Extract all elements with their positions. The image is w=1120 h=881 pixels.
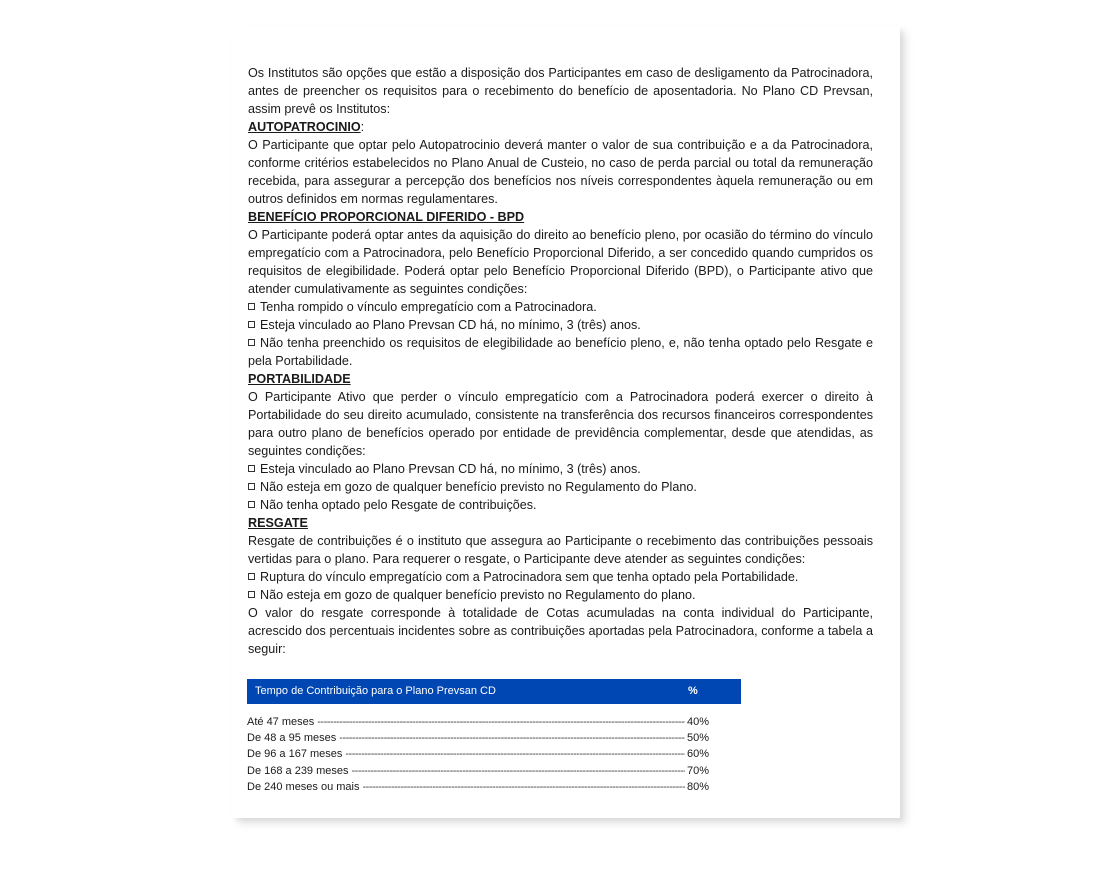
row-value: 50% [687, 732, 710, 745]
document-content [248, 64, 873, 658]
bullet-item [248, 334, 873, 370]
bullet-item [248, 316, 873, 334]
square-bullet-icon [248, 501, 255, 508]
heading-text: BENEFÍCIO PROPORCIONAL DIFERIDO - BPD [248, 210, 525, 224]
row-label: De 48 a 95 meses [247, 732, 337, 745]
bullet-item [248, 496, 873, 514]
table-rows [247, 714, 717, 795]
dotted-leader [339, 730, 685, 746]
bullet-item [248, 586, 873, 604]
square-bullet-icon [248, 573, 255, 580]
square-bullet-icon [248, 465, 255, 472]
table-header-period: Tempo de Contribuição para o Plano Prevsan CD [255, 685, 496, 697]
row-label: De 96 a 167 meses [247, 748, 343, 761]
table-row [247, 714, 717, 730]
table-header-percent: % [688, 685, 698, 697]
table-row [247, 779, 717, 795]
row-value: 60% [687, 748, 710, 761]
dotted-leader [352, 763, 685, 779]
row-label: De 240 meses ou mais [247, 780, 360, 793]
bullet-text: Ruptura do vínculo empregatício com a Patrocinadora sem que tenha optado pela Portabilidade. [260, 570, 799, 584]
dotted-leader [345, 746, 685, 762]
bullet-item [248, 460, 873, 478]
square-bullet-icon [248, 339, 255, 346]
row-label: De 168 a 239 meses [247, 764, 349, 777]
section-body-portabilidade: O Participante Ativo que perder o vínculo empregatício com a Patrocinadora poderá exercer o direito à Portabilidade do seu direito acumulado, consistente na transferência dos recursos financeiros correspondentes para outro plano de benefícios operado por entidade de previdência complementar, desde que atendidas, as seguintes condições: [248, 390, 873, 458]
bullet-item [248, 568, 873, 586]
dotted-leader [317, 714, 685, 730]
bullet-text: Não tenha optado pelo Resgate de contribuições. [260, 498, 537, 512]
table-header [247, 679, 741, 704]
table-row [247, 746, 717, 762]
bullet-text: Tenha rompido o vínculo empregatício com a Patrocinadora. [260, 300, 597, 314]
section-heading-portabilidade [248, 370, 873, 388]
document-page [232, 26, 900, 818]
section-closing-resgate: O valor do resgate corresponde à totalidade de Cotas acumuladas na conta individual do Participante, acrescido dos percentuais incidentes sobre as contribuições aportadas pela Patrocinadora, conforme a tabela a seguir: [248, 606, 873, 656]
section-body-autopatrocinio: O Participante que optar pelo Autopatrocinio deverá manter o valor de sua contribuição e a da Patrocinadora, conforme critérios estabelecidos no Plano Anual de Custeio, no caso de perda parcial ou total da remuneração recebida, para assegurar a percepção dos benefícios nos níveis correspondentes àquela remuneração ou em outros definidos em normas regulamentares. [248, 138, 873, 206]
square-bullet-icon [248, 483, 255, 490]
bullet-text: Esteja vinculado ao Plano Prevsan CD há, no mínimo, 3 (três) anos. [260, 462, 641, 476]
bullet-text: Não esteja em gozo de qualquer benefício previsto no Regulamento do Plano. [260, 480, 697, 494]
table-row [247, 730, 717, 746]
heading-suffix: : [360, 120, 365, 134]
intro-paragraph: Os Institutos são opções que estão a disposição dos Participantes em caso de desligamento da Patrocinadora, antes de preencher os requisitos para o recebimento do benefício de aposentadoria. No Plano CD Prevsan, assim prevê os Institutos: [248, 66, 873, 116]
section-heading-bpd [248, 208, 873, 226]
dotted-leader [363, 779, 686, 795]
square-bullet-icon [248, 303, 255, 310]
table-row [247, 763, 717, 779]
heading-text: RESGATE [248, 516, 308, 530]
bullet-text: Esteja vinculado ao Plano Prevsan CD há, no mínimo, 3 (três) anos. [260, 318, 641, 332]
bullet-text: Não tenha preenchido os requisitos de elegibilidade ao benefício pleno, e, não tenha optado pelo Resgate e pela Portabilidade. [248, 336, 873, 368]
row-label: Até 47 meses [247, 716, 315, 728]
heading-text: PORTABILIDADE [248, 372, 351, 386]
bullet-item [248, 298, 873, 316]
heading-text: AUTOPATROCINIO [248, 120, 361, 134]
section-body-bpd: O Participante poderá optar antes da aquisição do direito ao benefício pleno, por ocasião do término do vínculo empregatício com a Patrocinadora, pelo Benefício Proporcional Diferido, a ser concedido quando cumpridos os requisitos de elegibilidade. Poderá optar pelo Benefício Proporcional Diferido (BPD), o Participante ativo que atender cumulativamente as seguintes condições: [248, 228, 873, 296]
row-value: 70% [687, 764, 710, 777]
row-value: 80% [687, 780, 710, 793]
section-heading-autopatrocinio [248, 118, 873, 136]
bullet-item [248, 478, 873, 496]
square-bullet-icon [248, 321, 255, 328]
section-body-resgate: Resgate de contribuições é o instituto que assegura ao Participante o recebimento das contribuições pessoais vertidas para o plano. Para requerer o resgate, o Participante deve atender as seguintes condições: [248, 534, 873, 566]
section-heading-resgate [248, 514, 873, 532]
bullet-text: Não esteja em gozo de qualquer benefício previsto no Regulamento do plano. [260, 588, 696, 602]
row-value: 40% [687, 716, 710, 728]
square-bullet-icon [248, 591, 255, 598]
